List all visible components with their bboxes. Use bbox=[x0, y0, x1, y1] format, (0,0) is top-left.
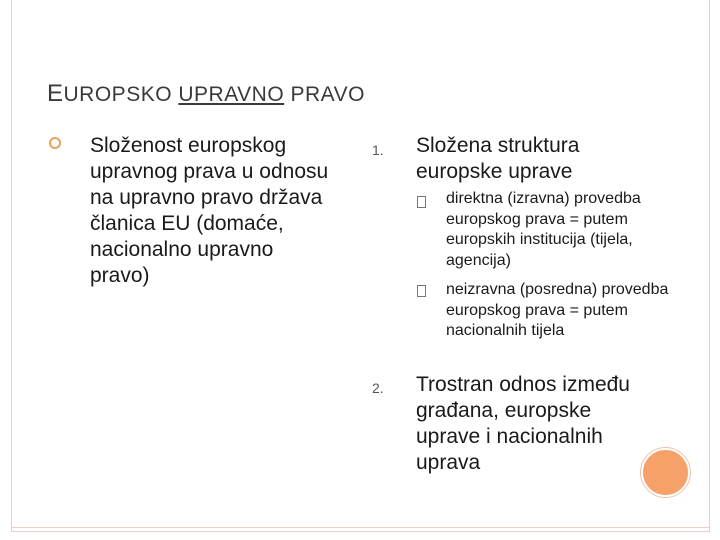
list-item-2-text: Trostran odnos između građana, europske uprave i nacionalnih uprava bbox=[416, 373, 630, 474]
title-part-3: PRAVO bbox=[284, 83, 365, 106]
list-number-1: 1. bbox=[372, 142, 384, 158]
slide-title bbox=[47, 80, 365, 108]
circle-bullet-icon bbox=[48, 136, 62, 150]
list-item-1-text: Složena struktura europske uprave bbox=[416, 134, 580, 183]
checkbox-bullet-icon bbox=[417, 196, 426, 208]
title-first-letter: E bbox=[47, 80, 64, 107]
subitem-1-text: direktna (izravna) provedba europskog prava = putem europskih institucija (tijela, agencija) bbox=[446, 190, 641, 269]
title-part-1: UROPSKO bbox=[63, 83, 179, 106]
checkbox-bullet-icon bbox=[417, 285, 426, 297]
decorative-circle bbox=[641, 448, 690, 497]
title-part-2: UPRAVNO bbox=[178, 83, 285, 106]
subitem-2-text: neizravna (posredna) provedba europskog prava = putem nacionalnih tijela bbox=[446, 281, 669, 339]
left-bullet-text: Složenost europskog upravnog prava u odnosu na upravno pravo država članica EU (domaće, nacionalno upravno pravo) bbox=[90, 134, 329, 287]
list-number-2: 2. bbox=[372, 380, 384, 396]
frame-bottom-line bbox=[12, 527, 709, 528]
